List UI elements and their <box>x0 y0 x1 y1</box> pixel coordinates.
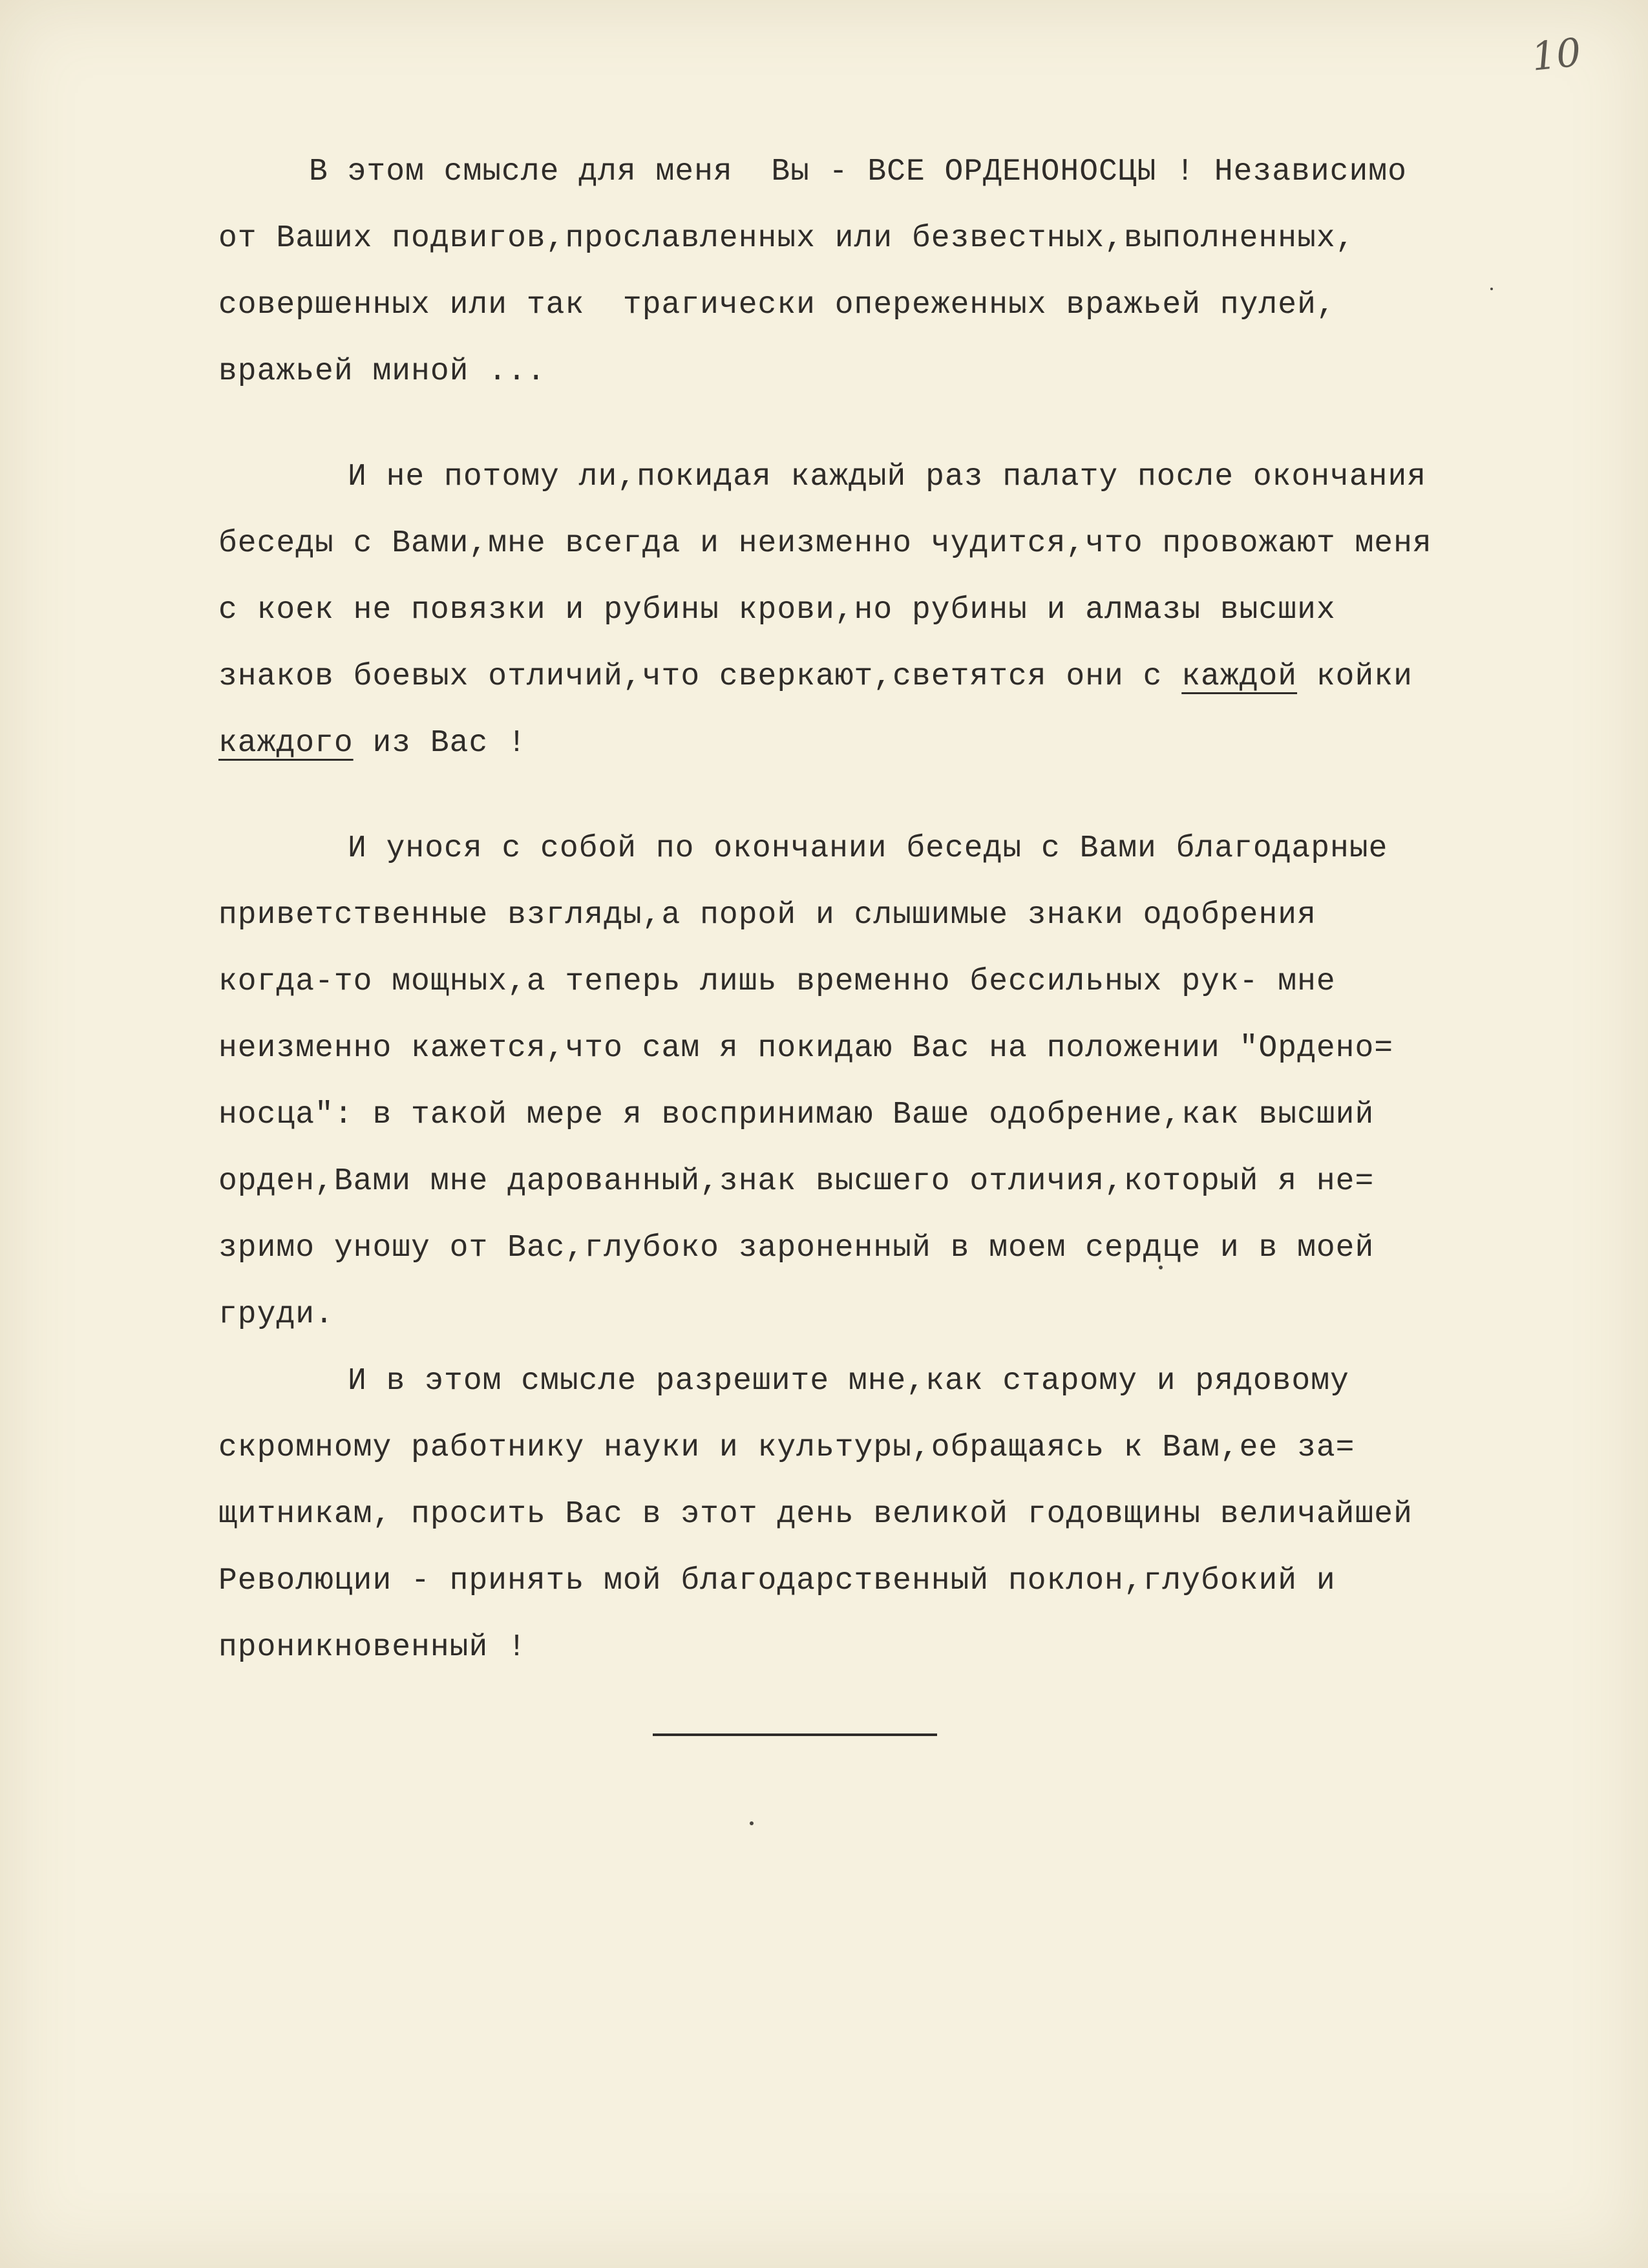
underlined-word: каждого <box>218 726 354 761</box>
text-line: от Ваших подвигов,прославленных или безвестных,выполненных, <box>218 221 1355 256</box>
text-line: приветственные взгляды,а порой и слышимые знаки одобрения <box>218 898 1316 933</box>
text-line: носца": в такой мере я воспринимаю Ваше одобрение,как высший <box>218 1097 1375 1132</box>
text-line: когда-то мощных,а теперь лишь временно бессильных рук- мне <box>218 964 1336 999</box>
closing-rule <box>653 1733 937 1736</box>
paragraph-gap <box>218 405 1614 444</box>
text-line: И унося с собой по окончании беседы с Вами благодарные <box>348 831 1388 866</box>
text-line: вражьей миной ... <box>218 354 546 389</box>
paragraph-2 <box>218 444 1614 777</box>
underlined-word: каждой <box>1181 659 1298 694</box>
text-line: с коек не повязки и рубины крови,но рубины и алмазы высших <box>218 593 1336 628</box>
page-number: 10 <box>1529 30 1583 80</box>
text-line: И не потому ли,покидая каждый раз палату после окончания <box>348 460 1427 494</box>
text-line: щитникам, просить Вас в этот день великой годовщины величайшей <box>218 1497 1413 1532</box>
paragraph-gap <box>218 777 1614 816</box>
text-fragment: знаков боевых отличий,что сверкают,светятся они с <box>218 659 1182 694</box>
paragraph-1 <box>218 139 1614 405</box>
text-line: зримо уношу от Вас,глубоко зароненный в моем сердце и в моей <box>218 1231 1375 1266</box>
paper-speck <box>1490 288 1493 290</box>
text-line: неизменно кажется,что сам я покидаю Вас на положении "Ордено= <box>218 1031 1394 1066</box>
text-line: совершенных или так трагически опереженных вражьей пулей, <box>218 288 1336 323</box>
paper-speck <box>1159 1266 1163 1269</box>
text-line: В этом смысле для меня Вы - ВСЕ ОРДЕНОНОСЦЫ ! Независимо <box>309 154 1407 189</box>
text-line: И в этом смысле разрешите мне,как старому и рядовому <box>348 1364 1349 1399</box>
text-fragment: из Вас ! <box>353 726 527 761</box>
letter-body <box>218 139 1614 1681</box>
paper-speck <box>750 1821 754 1825</box>
text-line <box>218 710 1614 777</box>
text-line: проникновенный ! <box>218 1630 527 1665</box>
text-line: скромному работнику науки и культуры,обращаясь к Вам,ее за= <box>218 1430 1355 1465</box>
paragraph-3 <box>218 816 1614 1348</box>
text-line: беседы с Вами,мне всегда и неизменно чудится,что провожают меня <box>218 526 1432 561</box>
text-line: груди. <box>218 1297 334 1332</box>
text-fragment: койки <box>1297 659 1413 694</box>
paragraph-4 <box>218 1348 1614 1681</box>
text-line: Революции - принять мой благодарственный поклон,глубокий и <box>218 1563 1336 1598</box>
text-line: орден,Вами мне дарованный,знак высшего отличия,который я не= <box>218 1164 1375 1199</box>
text-line <box>218 644 1614 710</box>
